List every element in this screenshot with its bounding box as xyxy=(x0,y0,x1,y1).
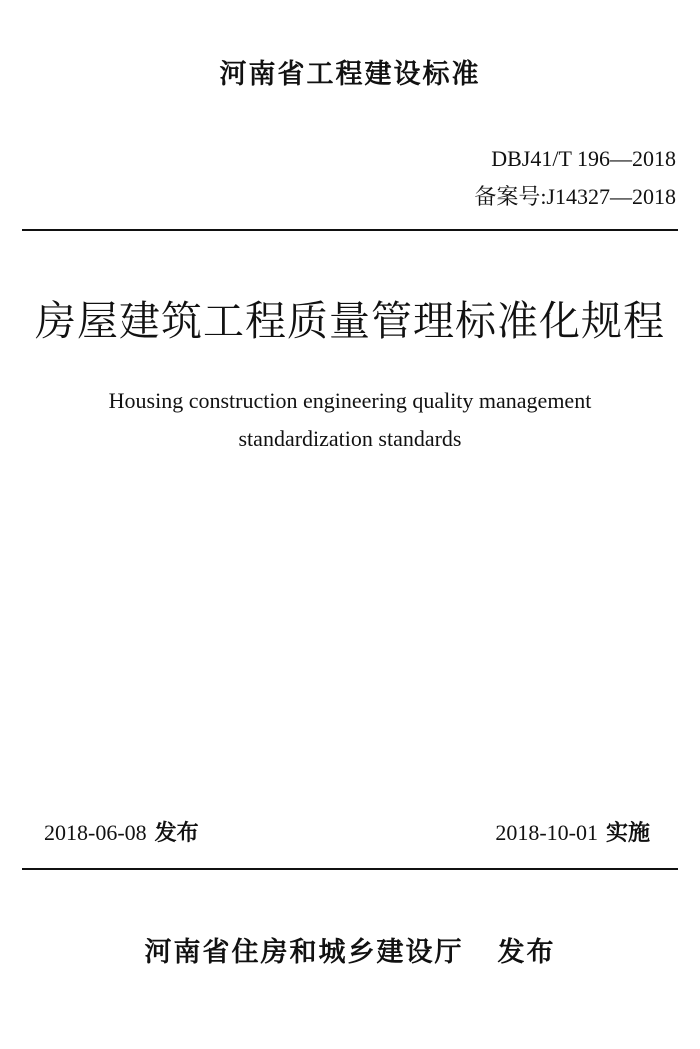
standard-category-heading: 河南省工程建设标准 xyxy=(219,59,481,90)
english-title-line-2: standardization standards xyxy=(238,426,462,451)
issuer-action: 发布 xyxy=(497,937,556,968)
release-date-block xyxy=(44,816,199,847)
record-number: 备案号:J14327—2018 xyxy=(474,184,676,209)
effective-label: 实施 xyxy=(605,821,650,846)
standard-codes xyxy=(474,140,676,216)
bottom-divider xyxy=(22,868,678,870)
issuer-line xyxy=(0,930,700,969)
release-date: 2018-06-08 xyxy=(44,820,147,845)
effective-date-block xyxy=(495,816,650,847)
standard-number: DBJ41/T 196—2018 xyxy=(491,146,676,171)
effective-date: 2018-10-01 xyxy=(495,820,598,845)
document-title-english xyxy=(0,382,700,458)
issuer-name: 河南省住房和城乡建设厅 xyxy=(144,937,464,968)
document-title-chinese: 房屋建筑工程质量管理标准化规程 xyxy=(35,297,665,345)
english-title-line-1: Housing construction engineering quality management xyxy=(108,388,592,413)
release-label: 发布 xyxy=(154,821,199,846)
top-divider xyxy=(22,229,678,231)
